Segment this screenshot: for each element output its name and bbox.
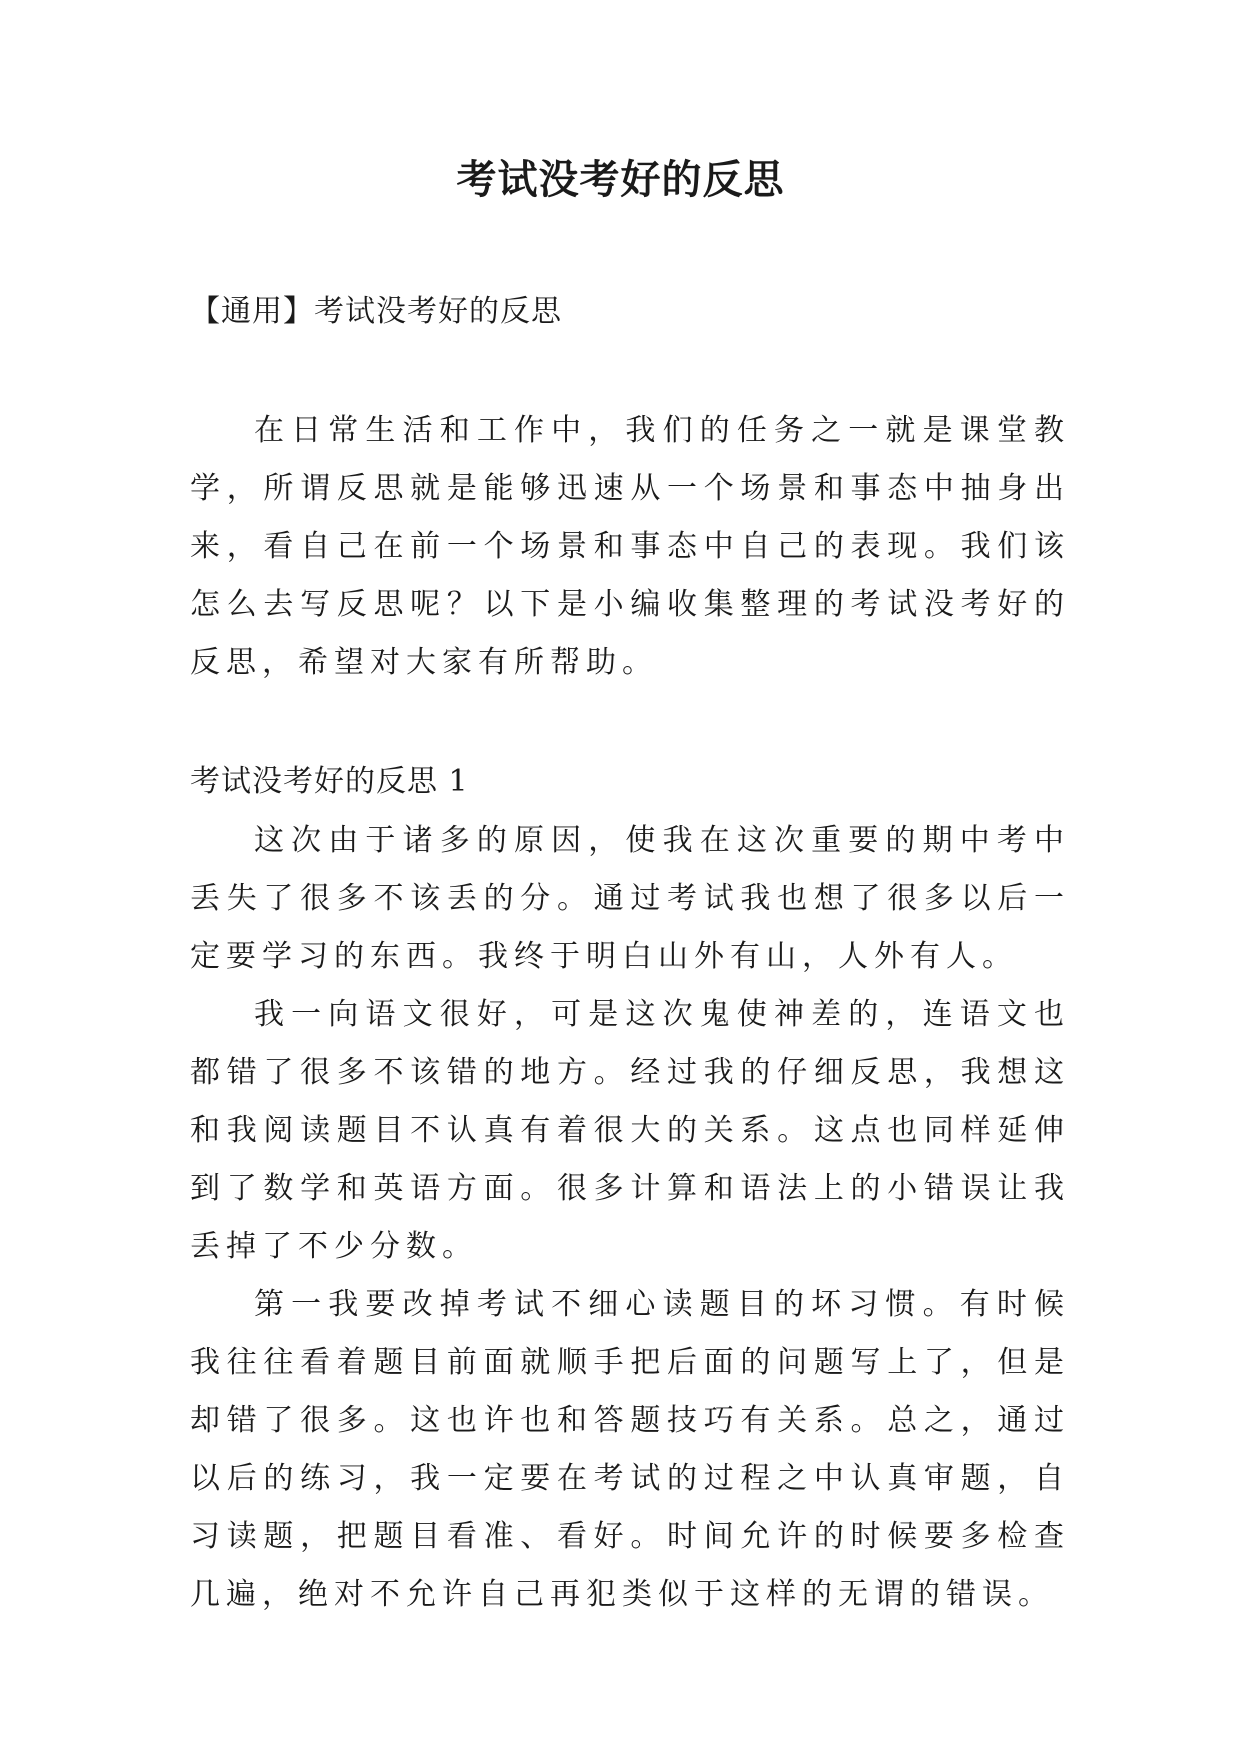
body-paragraph-1: 这次由于诸多的原因，使我在这次重要的期中考中丢失了很多不该丢的分。通过考试我也想了很多以后一定要学习的东西。我终于明白山外有山，人外有人。 [190, 823, 1070, 974]
intro-section [190, 402, 1070, 692]
body-paragraph-2: 我一向语文很好，可是这次鬼使神差的，连语文也都错了很多不该错的地方。经过我的仔细反思，我想这和我阅读题目不认真有着很大的关系。这点也同样延伸到了数学和英语方面。很多计算和语法上的小错误让我丢掉了不少分数。 [190, 997, 1070, 1264]
document-title: 考试没考好的反思 [456, 156, 785, 203]
intro-paragraph: 在日常生活和工作中，我们的任务之一就是课堂教学，所谓反思就是能够迅速从一个场景和事态中抽身出来，看自己在前一个场景和事态中自己的表现。我们该怎么去写反思呢？以下是小编收集整理的考试没考好的反思，希望对大家有所帮助。 [190, 413, 1070, 680]
section-body [190, 812, 1070, 1624]
document-subtitle: 【通用】考试没考好的反思 [190, 294, 562, 329]
body-paragraph-3: 第一我要改掉考试不细心读题目的坏习惯。有时候我往往看着题目前面就顺手把后面的问题写上了，但是却错了很多。这也许也和答题技巧有关系。总之，通过以后的练习，我一定要在考试的过程之中认真审题，自习读题，把题目看准、看好。时间允许的时候要多检查几遍，绝对不允许自己再犯类似于这样的无谓的错误。 [190, 1287, 1070, 1612]
section-heading: 考试没考好的反思 1 [190, 764, 469, 799]
